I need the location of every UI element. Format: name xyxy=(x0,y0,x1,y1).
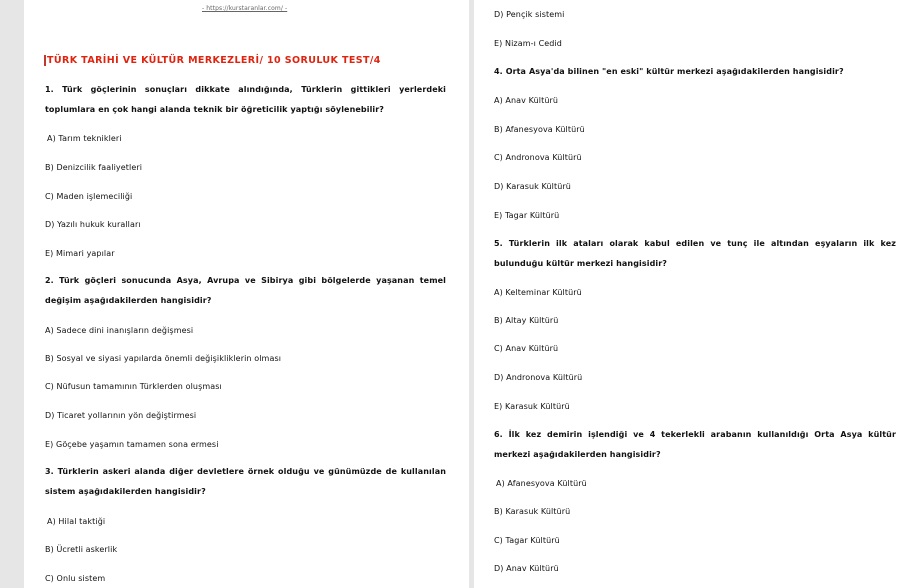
q3-option-c[interactable]: C) Onlu sistem xyxy=(45,574,106,583)
title-cursor-bar xyxy=(44,55,46,66)
q3-option-d[interactable]: D) Pençik sistemi xyxy=(494,10,565,19)
document-page-left xyxy=(24,0,469,588)
q6-option-b[interactable]: B) Karasuk Kültürü xyxy=(494,507,571,516)
q3-option-b[interactable]: B) Ücretli askerlik xyxy=(45,545,118,554)
q1-option-e[interactable]: E) Mimari yapılar xyxy=(45,249,115,258)
question-5: 5. Türklerin ilk ataları olarak kabul edilen ve tunç ile altından eşyaların ilk kez bulunduğu kültür merkezi hangisidir? xyxy=(494,239,896,268)
question-2: 2. Türk göçleri sonucunda Asya, Avrupa ve Sibirya gibi bölgelerde yaşanan temel değişim aşağıdakilerden hangisidir? xyxy=(45,276,446,305)
q1-option-c[interactable]: C) Maden işlemeciliği xyxy=(45,192,133,201)
q4-option-c[interactable]: C) Andronova Kültürü xyxy=(494,153,582,162)
q5-option-b[interactable]: B) Altay Kültürü xyxy=(494,316,559,325)
q2-option-b[interactable]: B) Sosyal ve siyasi yapılarda önemli değişikliklerin olması xyxy=(45,354,282,363)
q6-option-a[interactable]: A) Afanesyova Kültürü xyxy=(496,479,587,488)
q6-option-c[interactable]: C) Tagar Kültürü xyxy=(494,536,560,545)
q2-option-c[interactable]: C) Nüfusun tamamının Türklerden oluşması xyxy=(45,382,222,391)
q4-option-e[interactable]: E) Tagar Kültürü xyxy=(494,211,560,220)
question-3: 3. Türklerin askeri alanda diğer devletlere örnek olduğu ve günümüzde de kullanılan sistem aşağıdakilerden hangisidir? xyxy=(45,467,446,496)
question-4: 4. Orta Asya'da bilinen "en eski" kültür merkezi aşağıdakilerden hangisidir? xyxy=(494,67,844,76)
watermark-link[interactable]: - https://kurstaranlar.com/ - xyxy=(202,5,288,12)
q5-option-a[interactable]: A) Kelteminar Kültürü xyxy=(494,288,582,297)
q2-option-e[interactable]: E) Göçebe yaşamın tamamen sona ermesi xyxy=(45,440,219,449)
q4-option-a[interactable]: A) Anav Kültürü xyxy=(494,96,559,105)
document-page-right xyxy=(474,0,912,588)
question-1: 1. Türk göçlerinin sonuçları dikkate alındığında, Türklerin gittikleri yerlerdeki toplumlara en çok hangi alanda teknik bir öğreticilik yaptığı söylenebilir? xyxy=(45,85,446,114)
q5-option-c[interactable]: C) Anav Kültürü xyxy=(494,344,559,353)
q3-option-a[interactable]: A) Hilal taktiği xyxy=(47,517,106,526)
q5-option-d[interactable]: D) Andronova Kültürü xyxy=(494,373,583,382)
q3-option-e[interactable]: E) Nizam-ı Cedid xyxy=(494,39,562,48)
q2-option-d[interactable]: D) Ticaret yollarının yön değiştirmesi xyxy=(45,411,197,420)
test-title: TÜRK TARİHİ VE KÜLTÜR MERKEZLERİ/ 10 SORULUK TEST/4 xyxy=(47,55,381,66)
q2-option-a[interactable]: A) Sadece dini inanışların değişmesi xyxy=(45,326,194,335)
q1-option-b[interactable]: B) Denizcilik faaliyetleri xyxy=(45,163,143,172)
q4-option-d[interactable]: D) Karasuk Kültürü xyxy=(494,182,571,191)
q5-option-e[interactable]: E) Karasuk Kültürü xyxy=(494,402,570,411)
q1-option-d[interactable]: D) Yazılı hukuk kuralları xyxy=(45,220,141,229)
q4-option-b[interactable]: B) Afanesyova Kültürü xyxy=(494,125,585,134)
q1-option-a[interactable]: A) Tarım teknikleri xyxy=(47,134,122,143)
q6-option-d[interactable]: D) Anav Kültürü xyxy=(494,564,559,573)
question-6: 6. İlk kez demirin işlendiği ve 4 tekerlekli arabanın kullanıldığı Orta Asya kültür merkezi aşağıdakilerden hangisidir? xyxy=(494,430,896,459)
